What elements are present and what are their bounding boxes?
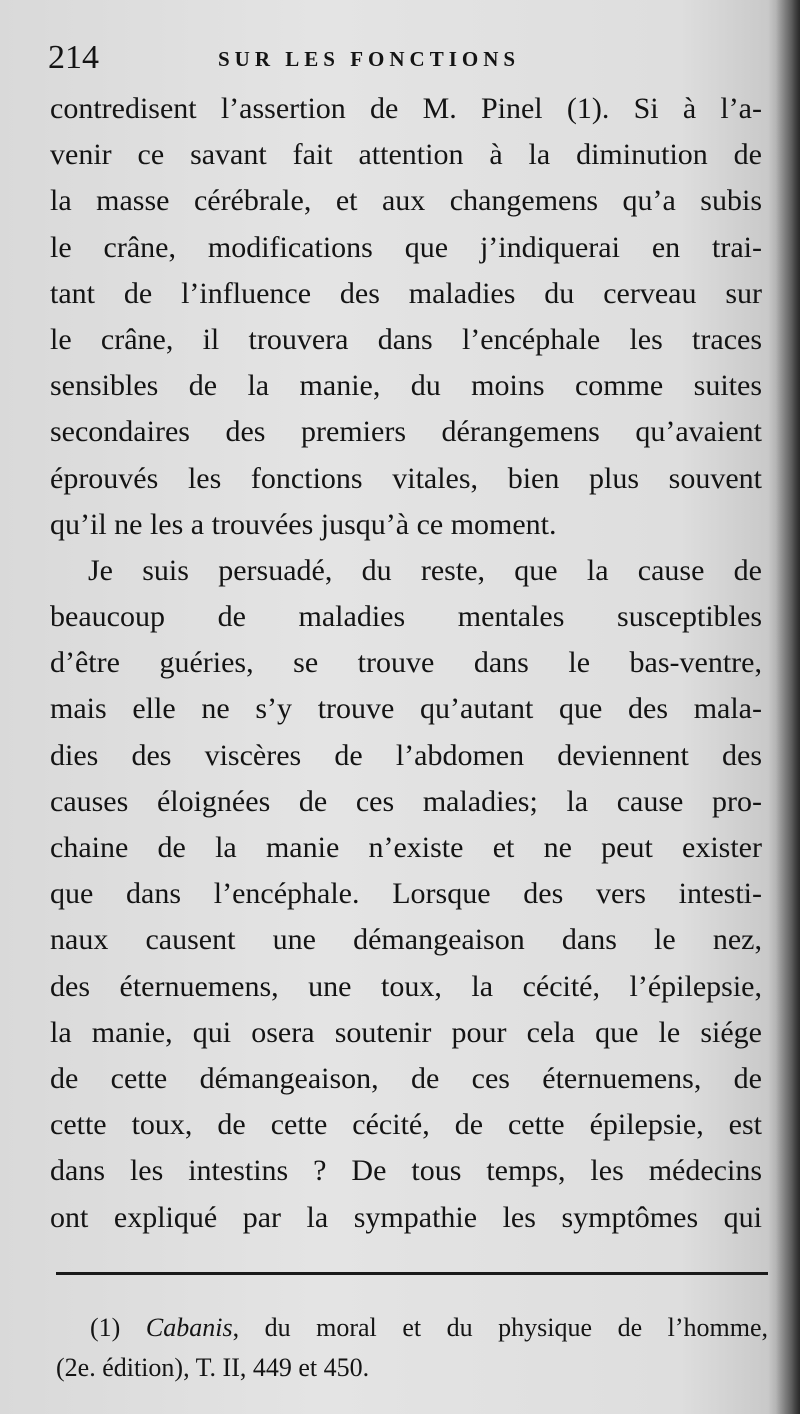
text-line: sensibles de la manie, du moins comme suites	[50, 369, 762, 403]
text-line: dies des viscères de l’abdomen deviennent des	[50, 738, 762, 772]
text-line: que dans l’encéphale. Lorsque des vers intesti-	[50, 877, 762, 911]
page-header	[48, 38, 748, 78]
text-line: le crâne, il trouvera dans l’encéphale les traces	[50, 322, 762, 356]
text-line: ont expliqué par la sympathie les symptômes qui	[50, 1200, 762, 1234]
text-line: d’être guéries, se trouve dans le bas-ventre,	[50, 646, 762, 680]
text-line: naux causent une démangeaison dans le nez,	[50, 923, 762, 957]
text-line: de cette démangeaison, de ces éternuemens, de	[50, 1061, 762, 1095]
text-line: qu’il ne les a trouvées jusqu’à ce moment.	[50, 507, 557, 541]
text-line: causes éloignées de ces maladies; la cause pro-	[50, 784, 762, 818]
text-line: secondaires des premiers dérangemens qu’avaient	[50, 415, 762, 449]
footnote	[56, 1308, 768, 1388]
text-line: cette toux, de cette cécité, de cette épilepsie, est	[50, 1108, 762, 1142]
footnote-marker: (1)	[90, 1313, 121, 1342]
text-line: la masse cérébrale, et aux changemens qu’a subis	[50, 184, 762, 218]
text-line: Je suis persuadé, du reste, que la cause de	[88, 553, 762, 587]
text-line: dans les intestins ? De tous temps, les médecins	[50, 1154, 762, 1188]
footnote-text: , du moral et du physique de l’homme,	[232, 1313, 768, 1342]
text-line: contredisent l’assertion de M. Pinel (1). Si à l’a-	[50, 92, 762, 125]
page-number: 214	[48, 39, 99, 76]
text-line: tant de l’influence des maladies du cerveau sur	[50, 276, 762, 310]
text-line: le crâne, modifications que j’indiquerai en trai-	[50, 230, 762, 264]
text-line: la manie, qui osera soutenir pour cela que le siége	[50, 1015, 762, 1049]
text-line: venir ce savant fait attention à la diminution de	[50, 138, 762, 172]
running-head: SUR LES FONCTIONS	[218, 47, 521, 71]
footnote-line: (2e. édition), T. II, 449 et 450.	[56, 1353, 370, 1382]
text-line: mais elle ne s’y trouve qu’autant que des mala-	[50, 692, 762, 726]
footnote-author: Cabanis	[145, 1313, 233, 1342]
footnote-line	[56, 1308, 768, 1348]
text-line: beaucoup de maladies mentales susceptibles	[50, 600, 762, 634]
page-edge-shadow	[776, 0, 800, 1414]
text-line: chaine de la manie n’existe et ne peut exister	[50, 831, 762, 864]
body-text	[50, 86, 762, 1241]
footnote-rule	[56, 1272, 768, 1275]
text-line: des éternuemens, une toux, la cécité, l’épilepsie,	[50, 969, 762, 1003]
text-line: éprouvés les fonctions vitales, bien plus souvent	[50, 461, 762, 495]
